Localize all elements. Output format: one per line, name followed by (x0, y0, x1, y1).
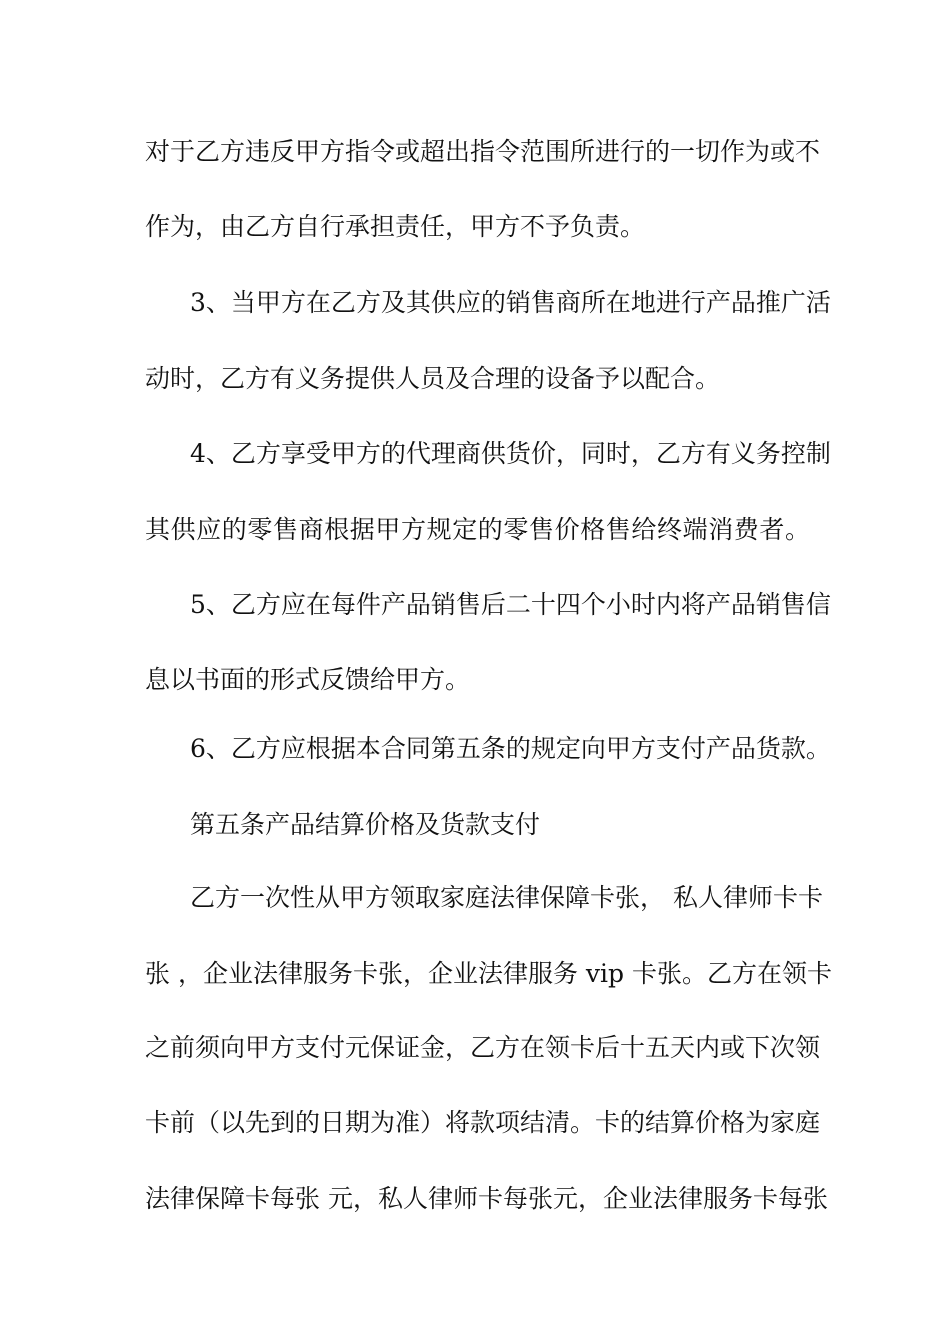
text-line: 对于乙方违反甲方指令或超出指令范围所进行的一切作为或不 (145, 137, 821, 166)
text-line: 4、乙方享受甲方的代理商供货价，同时，乙方有义务控制 (190, 439, 831, 468)
text-line: 动时，乙方有义务提供人员及合理的设备予以配合。 (145, 364, 721, 393)
text-line: 乙方一次性从甲方领取家庭法律保障卡张， 私人律师卡卡 (190, 883, 823, 912)
text-line: 法律保障卡每张 元，私人律师卡每张元，企业法律服务卡每张 (145, 1184, 828, 1213)
section-heading: 第五条产品结算价格及货款支付 (190, 810, 541, 839)
text-line: 之前须向甲方支付元保证金，乙方在领卡后十五天内或下次领 (145, 1033, 821, 1062)
text-line: 息以书面的形式反馈给甲方。 (145, 665, 471, 694)
text-line: 5、乙方应在每件产品销售后二十四个小时内将产品销售信 (190, 590, 831, 619)
text-line: 作为，由乙方自行承担责任，甲方不予负责。 (145, 212, 646, 241)
text-line: 6、乙方应根据本合同第五条的规定向甲方支付产品货款。 (190, 734, 831, 763)
text-line: 卡前（以先到的日期为准）将款项结清。卡的结算价格为家庭 (145, 1108, 821, 1137)
text-line: 3、当甲方在乙方及其供应的销售商所在地进行产品推广活 (190, 288, 831, 317)
text-line: 其供应的零售商根据甲方规定的零售价格售给终端消费者。 (145, 515, 810, 544)
text-line: 张 ，企业法律服务卡张，企业法律服务 vip 卡张。乙方在领卡 (145, 959, 832, 988)
